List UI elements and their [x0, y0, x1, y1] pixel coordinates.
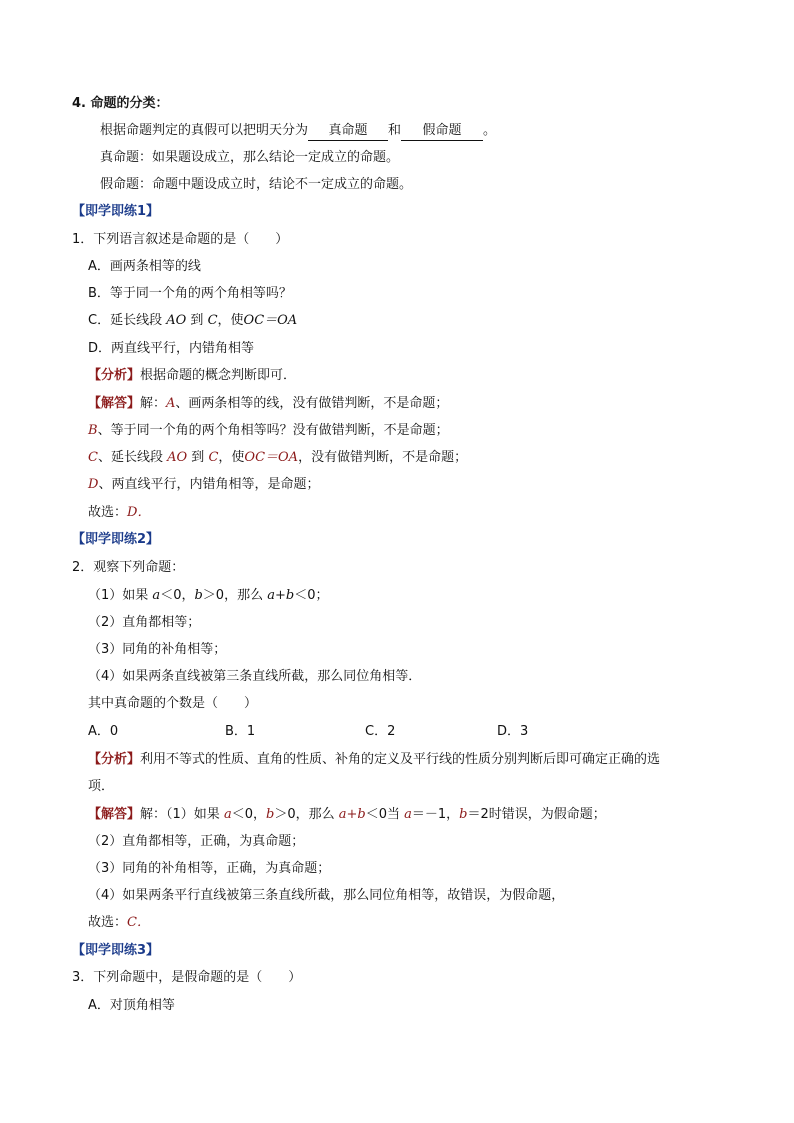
to-text: 到: [190, 313, 204, 328]
equation-oc-oa: OC＝OA: [243, 313, 298, 328]
q2-choice: [88, 914, 150, 932]
question-2-text: 2．观察下列命题：: [72, 560, 185, 575]
q1-answer-b: [88, 422, 449, 440]
false-proposition-def: [100, 176, 412, 194]
make-text: ，使: [217, 313, 244, 328]
section-title-text: 4. 命题的分类：: [72, 96, 169, 111]
period-text: 。: [483, 123, 497, 138]
blank-true-proposition: [308, 122, 388, 141]
q1-option-b-text: B．等于同一个角的两个角相等吗？: [88, 286, 292, 301]
exercise-header-3: [72, 942, 159, 960]
q2-analysis-cont: [88, 778, 114, 796]
answer-letter-a: A: [166, 396, 176, 411]
exercise-header-2-text: 【即学即练2】: [72, 532, 160, 547]
choice-value: D．: [127, 505, 151, 520]
question-2: [72, 559, 184, 577]
answer-prefix: 解：: [140, 396, 167, 411]
classification-line: [100, 122, 496, 141]
exercise-header-1-text: 【即学即练1】: [72, 204, 160, 219]
q2-option-a: [88, 723, 118, 741]
q2-option-b-text: B．1: [225, 724, 256, 739]
q1-option-a-text: A．画两条相等的线: [88, 259, 201, 274]
exercise-header-3-text: 【即学即练3】: [72, 943, 160, 958]
ans-var-a-plus-b: a+b: [338, 807, 366, 822]
item1-prefix: （1）如果: [88, 588, 149, 603]
item3-text: （3）同角的补角相等；: [88, 642, 227, 657]
point-c: C: [207, 313, 218, 328]
question-1-text: 1．下列语言叙述是命题的是（ ）: [72, 232, 289, 247]
q1-choice: [88, 504, 150, 522]
var-a-plus-b: a+b: [267, 588, 295, 603]
analysis-text-1: 利用不等式的性质、直角的性质、补角的定义及平行线的性质分别判断后即可确定正确的选: [140, 752, 661, 767]
q2-option-d-text: D．3: [497, 724, 529, 739]
item2-text: （2）直角都相等；: [88, 615, 201, 630]
and-text: 和: [388, 123, 402, 138]
ans-var-b: b: [265, 807, 275, 822]
q2-answer-3: [88, 860, 330, 878]
ans4-text: （4）如果两条平行直线被第三条直线所截，那么同位角相等，故错误，为假命题，: [88, 888, 565, 903]
var-a: a: [152, 588, 161, 603]
ans1-m2: ＞0，那么: [274, 807, 335, 822]
ans-var-b-2: b: [459, 807, 468, 822]
classification-text: 根据命题判定的真假可以把明天分为: [100, 123, 309, 138]
exercise-header-2: [72, 531, 159, 549]
analysis-text: 根据命题的概念判断即可．: [140, 368, 297, 383]
ans-var-a: a: [223, 807, 232, 822]
q3-option-a: [88, 997, 175, 1015]
q1-analysis: [88, 367, 296, 385]
ans1-m3: ＜0当: [365, 807, 400, 822]
q1-option-c-text: C．延长线段: [88, 313, 163, 328]
q3-option-a-text: A．对顶角相等: [88, 998, 175, 1013]
blank-false-proposition: [401, 122, 483, 141]
choice-prefix: 故选：: [88, 915, 128, 930]
q2-answer-4: [88, 887, 564, 905]
q2-option-a-text: A．0: [88, 724, 119, 739]
q2-item-1: [88, 587, 328, 605]
answer-point-c: C: [208, 450, 219, 465]
answer-a-text: 、画两条相等的线，没有做错判断，不是命题；: [175, 396, 449, 411]
answer-equation: OC＝OA: [244, 450, 299, 465]
answer-tag: 【解答】: [88, 807, 141, 822]
choice-value: C．: [127, 915, 150, 930]
answer-segment-ao: AO: [167, 450, 188, 465]
q1-option-c: [88, 312, 297, 330]
true-def-text: 真命题：如果题设成立，那么结论一定成立的命题。: [100, 150, 400, 165]
ans2-text: （2）直角都相等，正确，为真命题；: [88, 834, 305, 849]
q2-item-4: [88, 668, 421, 686]
q2-option-c: [365, 723, 395, 741]
q2-ask: [88, 695, 257, 713]
analysis-tag: 【分析】: [88, 752, 141, 767]
answer-b-text: 、等于同一个角的两个角相等吗？没有做错判断，不是命题；: [97, 423, 449, 438]
ans1-prefix: 解：（1）如果: [140, 807, 220, 822]
q2-ask-text: 其中真命题的个数是（ ）: [88, 696, 258, 711]
answer-c-text-3: ，使: [218, 450, 245, 465]
ans1-m1: ＜0，: [231, 807, 266, 822]
analysis-text-2: 项．: [88, 779, 115, 794]
ans1-m4: ＝－1，: [411, 807, 460, 822]
segment-ao: AO: [166, 313, 187, 328]
q1-option-b: [88, 285, 292, 303]
q2-option-d: [497, 723, 528, 741]
question-3: [72, 969, 301, 987]
true-proposition-def: [100, 149, 399, 167]
blank-false-text: 假命题: [422, 123, 462, 138]
answer-tag: 【解答】: [88, 396, 141, 411]
q2-analysis: [88, 751, 660, 769]
exercise-header-1: [72, 203, 159, 221]
choice-prefix: 故选：: [88, 505, 128, 520]
answer-letter-b: B: [88, 423, 98, 438]
answer-letter-d: D: [88, 477, 99, 492]
blank-true-text: 真命题: [328, 123, 368, 138]
answer-c-text-4: ，没有做错判断，不是命题；: [298, 450, 468, 465]
item4-text: （4）如果两条直线被第三条直线所截，那么同位角相等．: [88, 669, 422, 684]
var-b: b: [194, 588, 203, 603]
q2-item-2: [88, 614, 200, 632]
q2-option-c-text: C．2: [365, 724, 396, 739]
q1-option-a: [88, 258, 201, 276]
item1-m2: ＞0，那么: [202, 588, 264, 603]
q1-option-d-text: D．两直线平行，内错角相等: [88, 341, 255, 356]
q1-answer-d: [88, 476, 319, 494]
q1-answer-c: [88, 449, 467, 467]
q2-item-3: [88, 641, 226, 659]
item1-end: ＜0；: [294, 588, 329, 603]
analysis-tag: 【分析】: [88, 368, 141, 383]
answer-d-text: 、两直线平行，内错角相等，是命题；: [98, 477, 320, 492]
q1-option-d: [88, 340, 254, 358]
answer-letter-c: C: [88, 450, 98, 465]
false-def-text: 假命题：命题中题设成立时，结论不一定成立的命题。: [100, 177, 413, 192]
q1-answer-a: [88, 395, 448, 413]
q2-option-b: [225, 723, 255, 741]
q2-answer-2: [88, 833, 304, 851]
item1-m1: ＜0，: [160, 588, 195, 603]
q2-answer-1: [88, 806, 606, 824]
answer-c-text-1: 、延长线段: [97, 450, 163, 465]
question-3-text: 3．下列命题中，是假命题的是（ ）: [72, 970, 302, 985]
answer-c-text-2: 到: [191, 450, 205, 465]
question-1: [72, 231, 288, 249]
section-title: [72, 95, 169, 113]
ans-var-a-2: a: [404, 807, 412, 822]
ans3-text: （3）同角的补角相等，正确，为真命题；: [88, 861, 331, 876]
ans1-end: ＝2时错误，为假命题；: [467, 807, 606, 822]
